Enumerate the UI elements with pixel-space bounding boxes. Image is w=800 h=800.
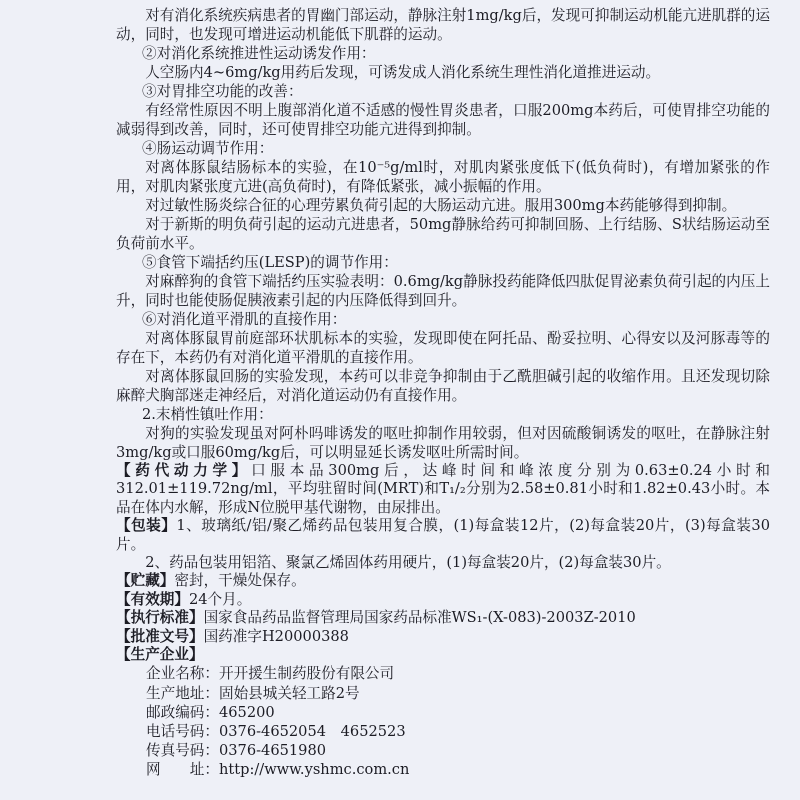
storage-tag: 【贮藏】 <box>116 572 175 590</box>
phone-number: 电话号码：0376-4652054 4652523 <box>146 723 406 741</box>
paragraph-p8: 对离体豚鼠胃前庭部环状肌标本的实验，发现即使在阿托品、酚妥拉明、心得安以及河豚毒等的存在下，本药仍有对消化道平滑肌的直接作用。 <box>116 330 770 366</box>
company-name: 企业名称：开开援生制药股份有限公司 <box>146 665 395 683</box>
manufacturer-details <box>116 664 770 779</box>
standard-section <box>116 609 770 627</box>
expiry-text: 24个月。 <box>188 590 252 608</box>
paragraph-p3: 有经常性原因不明上腹部消化道不适感的慢性胃炎患者，口服200mg本药后，可使胃排空功能的减弱得到改善，同时，还可使胃排空功能亢进得到抑制。 <box>116 102 770 138</box>
approval-section <box>116 628 770 646</box>
heading-intestinal: ④肠运动调节作用： <box>142 140 274 157</box>
manufacturer-tag: 【生产企业】 <box>116 646 204 664</box>
standard-text: 国家食品药品监督管理局国家药品标准WS₁-(X-083)-2003Z-2010 <box>203 609 636 627</box>
heading-lesp: ⑤食管下端括约压(LESP)的调节作用： <box>142 254 398 271</box>
paragraph-p4: 对离体豚鼠结肠标本的实验，在10⁻⁵g/ml时，对肌肉紧张度低下(低负荷时)，有增加紧张的作用，对肌肉紧张度亢进(高负荷时)，有降低紧张，减小振幅的作用。 <box>116 159 770 195</box>
package-tag: 【包装】 <box>116 517 177 535</box>
heading-gastric-emptying: ③对胃排空功能的改善： <box>142 83 303 100</box>
pk-tag: 【药代动力学】 <box>116 462 252 479</box>
standard-tag: 【执行标准】 <box>116 609 204 627</box>
heading-antiemetic: 2.末梢性镇吐作用： <box>142 406 273 423</box>
paragraph-p2: 人空肠内4~6mg/kg用药后发现，可诱发成人消化系统生理性消化道推进运动。 <box>145 64 661 81</box>
approval-tag: 【批准文号】 <box>116 627 204 645</box>
postal-code: 邮政编码：465200 <box>146 703 275 721</box>
expiry-tag: 【有效期】 <box>116 590 189 608</box>
company-address: 生产地址：固始县城关轻工路2号 <box>146 684 360 702</box>
manufacturer-heading <box>116 646 770 664</box>
fax-number: 传真号码：0376-4651980 <box>146 742 327 760</box>
approval-text: 国药准字H20000388 <box>203 627 349 645</box>
storage-section <box>116 572 770 590</box>
website: 网 址：http://www.yshmc.com.cn <box>146 761 410 779</box>
paragraph-p6: 对于新斯的明负荷引起的运动亢进患者，50mg静脉给药可抑制回肠、上行结肠、S状结肠运动至负荷前水平。 <box>116 216 770 252</box>
package-text-1: 1、玻璃纸/铝/聚乙烯药品包装用复合膜，(1)每盒装12片，(2)每盒装20片，(3)每盒装30片。 <box>116 517 770 553</box>
heading-smooth-muscle: ⑥对消化道平滑肌的直接作用： <box>142 311 347 328</box>
pk-text: 口服本品300mg后，达峰时间和峰浓度分别为0.63±0.24小时和312.01±119.72ng/ml，平均驻留时间(MRT)和T₁/₂分别为2.58±0.81小时和1.82±0.43小时。本品在体内水解，形成N位脱甲基代谢物，由尿排出。 <box>116 462 770 516</box>
package-section <box>116 517 770 554</box>
paragraph-p5: 对过敏性肠炎综合征的心理劳累负荷引起的大肠运动亢进。服用300mg本药能够得到抑制。 <box>145 197 737 214</box>
paragraph-p9: 对离体豚鼠回肠的实验发现，本药可以非竞争抑制由于乙酰胆碱引起的收缩作用。且还发现切除麻醉犬胸部迷走神经后，对消化道运动仍有直接作用。 <box>116 368 770 404</box>
paragraph-p10: 对狗的实验发现虽对阿朴吗啡诱发的呕吐抑制作用较弱，但对因硫酸铜诱发的呕吐，在静脉注射3mg/kg或口服60mg/kg后，可以明显延长诱发呕吐所需时间。 <box>116 425 770 461</box>
paragraph-p7: 对麻醉狗的食管下端括约压实验表明：0.6mg/kg静脉投药能降低四肽促胃泌素负荷引起的内压上升，同时也能使肠促胰液素引起的内压降低得到回升。 <box>116 273 770 309</box>
paragraph-p1: 对有消化系统疾病患者的胃幽门部运动，静脉注射1mg/kg后，发现可抑制运动机能亢进肌群的运动，同时，也发现可增进运动机能低下肌群的运动。 <box>116 7 770 43</box>
expiry-section <box>116 591 770 609</box>
pk-section <box>116 462 770 517</box>
storage-text: 密封，干燥处保存。 <box>174 572 306 590</box>
package-text-2: 2、药品包装用铝箔、聚氯乙烯固体药用硬片，(1)每盒装20片，(2)每盒装30片。 <box>145 554 671 572</box>
heading-propulsive: ②对消化系统推进性运动诱发作用： <box>142 45 376 62</box>
